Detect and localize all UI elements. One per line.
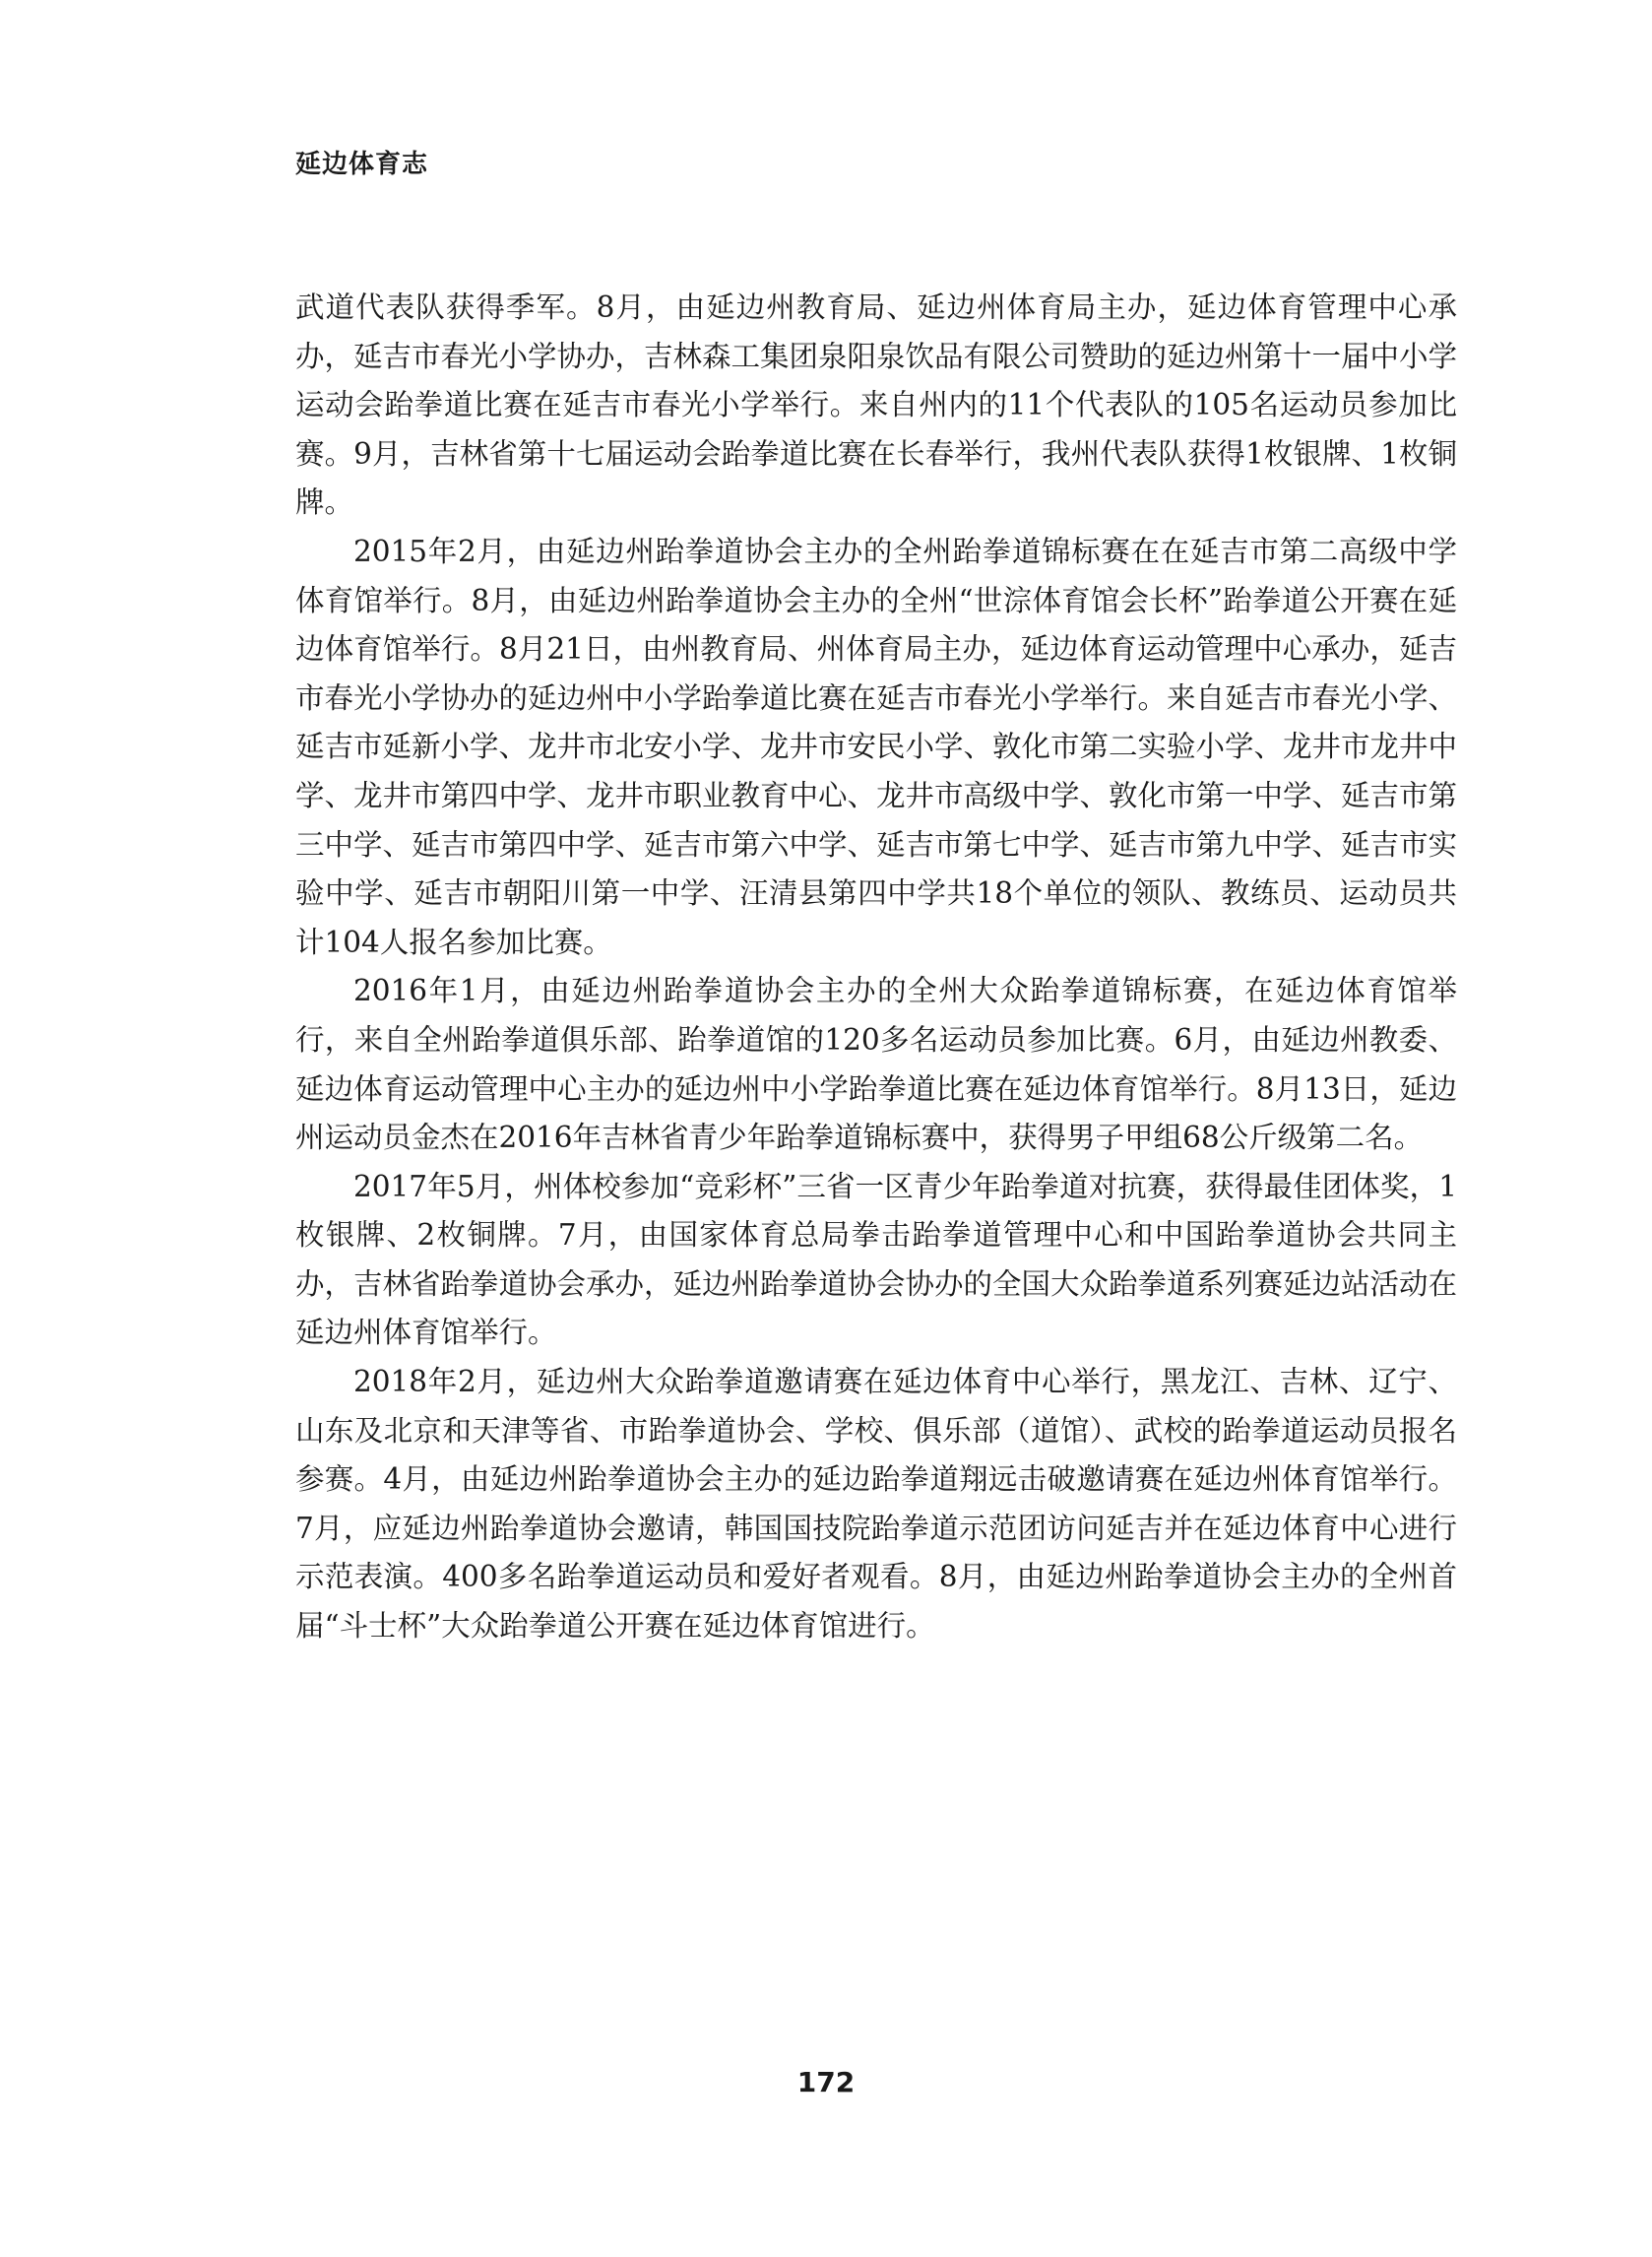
paragraph: 2017年5月，州体校参加“竞彩杯”三省一区青少年跆拳道对抗赛，获得最佳团体奖，1枚银牌、2枚铜牌。7月，由国家体育总局拳击跆拳道管理中心和中国跆拳道协会共同主办，吉林省跆拳道协会承办，延边州跆拳道协会协办的全国大众跆拳道系列赛延边站活动在延边州体育馆举行。 [295, 1169, 1458, 1350]
running-header: 延边体育志 [295, 150, 429, 179]
body-text [295, 284, 1457, 1651]
paragraph: 武道代表队获得季军。8月，由延边州教育局、延边州体育局主办，延边体育管理中心承办，延吉市春光小学协办，吉林森工集团泉阳泉饮品有限公司赞助的延边州第十一届中小学运动会跆拳道比赛在延吉市春光小学举行。来自州内的11个代表队的105名运动员参加比赛。9月，吉林省第十七届运动会跆拳道比赛在长春举行，我州代表队获得1枚银牌、1枚铜牌。 [295, 290, 1458, 520]
page-number: 172 [796, 2066, 856, 2098]
paragraph: 2016年1月，由延边州跆拳道协会主办的全州大众跆拳道锦标赛，在延边体育馆举行，来自全州跆拳道俱乐部、跆拳道馆的120多名运动员参加比赛。6月，由延边州教委、延边体育运动管理中心主办的延边州中小学跆拳道比赛在延边体育馆举行。8月13日，延边州运动员金杰在2016年吉林省青少年跆拳道锦标赛中，获得男子甲组68公斤级第二名。 [295, 974, 1457, 1155]
paragraph: 2015年2月，由延边州跆拳道协会主办的全州跆拳道锦标赛在在延吉市第二高级中学体育馆举行。8月，由延边州跆拳道协会主办的全州“世淙体育馆会长杯”跆拳道公开赛在延边体育馆举行。8月21日，由州教育局、州体育局主办，延边体育运动管理中心承办，延吉市春光小学协办的延边州中小学跆拳道比赛在延吉市春光小学举行。来自延吉市春光小学、延吉市延新小学、龙井市北安小学、龙井市安民小学、敦化市第二实验小学、龙井市龙井中学、龙井市第四中学、龙井市职业教育中心、龙井市高级中学、敦化市第一中学、延吉市第三中学、延吉市第四中学、延吉市第六中学、延吉市第七中学、延吉市第九中学、延吉市实验中学、延吉市朝阳川第一中学、汪清县第四中学共18个单位的领队、教练员、运动员共计104人报名参加比赛。 [295, 534, 1458, 959]
paragraph: 2018年2月，延边州大众跆拳道邀请赛在延边体育中心举行，黑龙江、吉林、辽宁、山东及北京和天津等省、市跆拳道协会、学校、俱乐部（道馆）、武校的跆拳道运动员报名参赛。4月，由延边州跆拳道协会主办的延边跆拳道翔远击破邀请赛在延边州体育馆举行。7月，应延边州跆拳道协会邀请，韩国国技院跆拳道示范团访问延吉并在延边体育中心进行示范表演。400多名跆拳道运动员和爱好者观看。8月，由延边州跆拳道协会主办的全州首届“斗士杯”大众跆拳道公开赛在延边体育馆进行。 [295, 1365, 1457, 1644]
